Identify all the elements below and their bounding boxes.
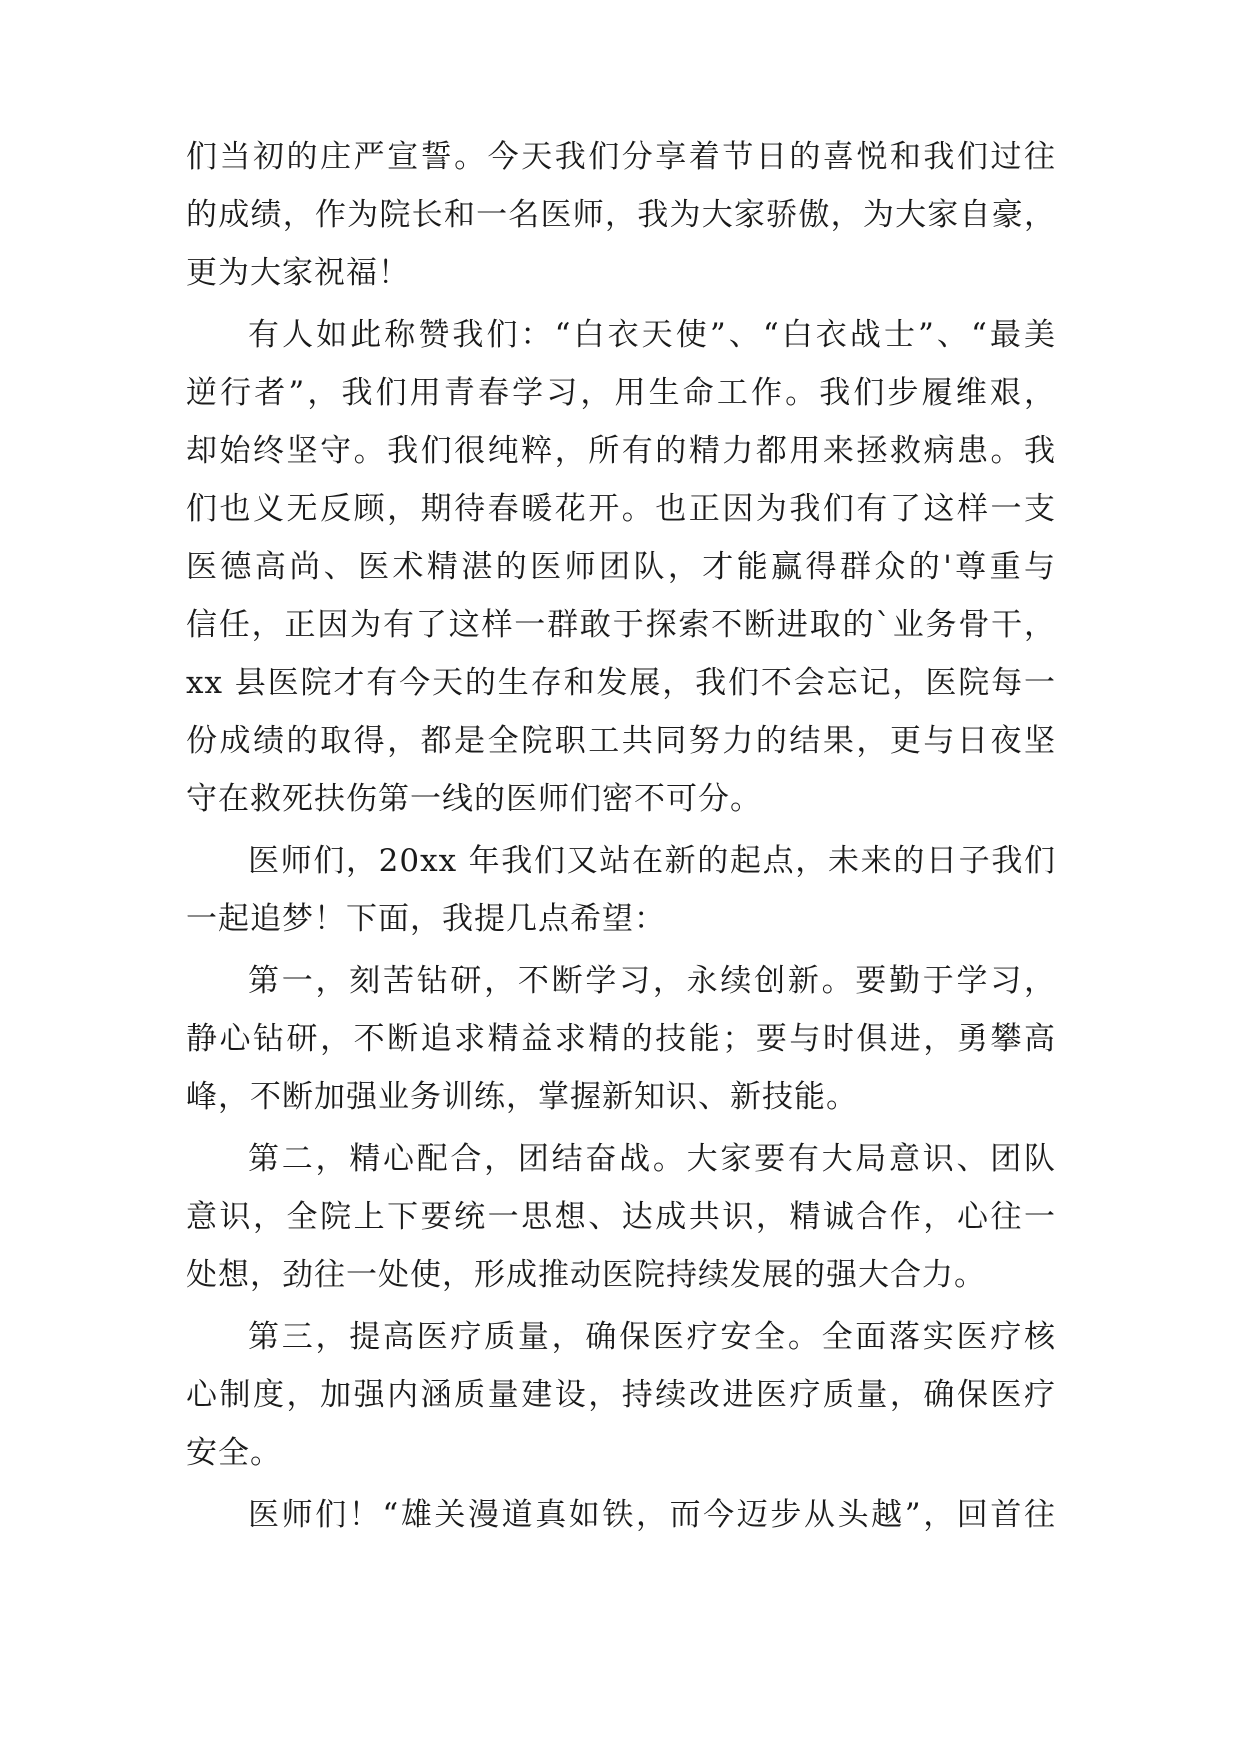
paragraph-first-line: 第三，提高医疗质量，确保医疗安全。全面落实医疗核 <box>248 1319 1056 1355</box>
text-line: 心制度，加强内涵质量建设，持续改进医疗质量，确保医疗 <box>186 1377 1056 1413</box>
text-line: 静心钻研，不断追求精益求精的技能；要与时俱进，勇攀高 <box>186 1021 1056 1057</box>
text-line: 信任，正因为有了这样一群敢于探索不断进取的`业务骨干， <box>186 607 1056 643</box>
text-line: 的成绩，作为院长和一名医师，我为大家骄傲，为大家自豪， <box>186 197 1056 233</box>
text-line: 却始终坚守。我们很纯粹，所有的精力都用来拯救病患。我 <box>186 433 1056 469</box>
text-line: 意识，全院上下要统一思想、达成共识，精诚合作，心往一 <box>186 1199 1056 1235</box>
text-line: 守在救死扶伤第一线的医师们密不可分。 <box>186 781 762 817</box>
paragraph-first-line: 第一，刻苦钻研，不断学习，永续创新。要勤于学习， <box>248 963 1056 999</box>
text-line: 一起追梦！下面，我提几点希望： <box>186 901 666 937</box>
text-line: 更为大家祝福！ <box>186 255 410 291</box>
text-line: 们也义无反顾，期待春暖花开。也正因为我们有了这样一支 <box>186 491 1056 527</box>
paragraph-first-line: 有人如此称赞我们：“白衣天使”、“白衣战士”、“最美 <box>248 317 1056 353</box>
text-line: 安全。 <box>186 1435 282 1471</box>
text-line: 医德高尚、医术精湛的医师团队，才能赢得群众的'尊重与 <box>186 549 1056 585</box>
text-line: 峰，不断加强业务训练，掌握新知识、新技能。 <box>186 1079 858 1115</box>
text-line: 处想，劲往一处使，形成推动医院持续发展的强大合力。 <box>186 1257 986 1293</box>
text-line: xx 县医院才有今天的生存和发展，我们不会忘记，医院每一 <box>186 665 1056 701</box>
paragraph-first-line: 医师们，20xx 年我们又站在新的起点，未来的日子我们 <box>248 843 1056 879</box>
text-line: 份成绩的取得，都是全院职工共同努力的结果，更与日夜坚 <box>186 723 1056 759</box>
text-line: 逆行者”，我们用青春学习，用生命工作。我们步履维艰， <box>186 375 1056 411</box>
paragraph-first-line: 第二，精心配合，团结奋战。大家要有大局意识、团队 <box>248 1141 1056 1177</box>
paragraph-first-line: 医师们！“雄关漫道真如铁，而今迈步从头越”，回首往 <box>248 1497 1056 1533</box>
text-line: 们当初的庄严宣誓。今天我们分享着节日的喜悦和我们过往 <box>186 139 1056 175</box>
body-text <box>186 128 1056 1544</box>
